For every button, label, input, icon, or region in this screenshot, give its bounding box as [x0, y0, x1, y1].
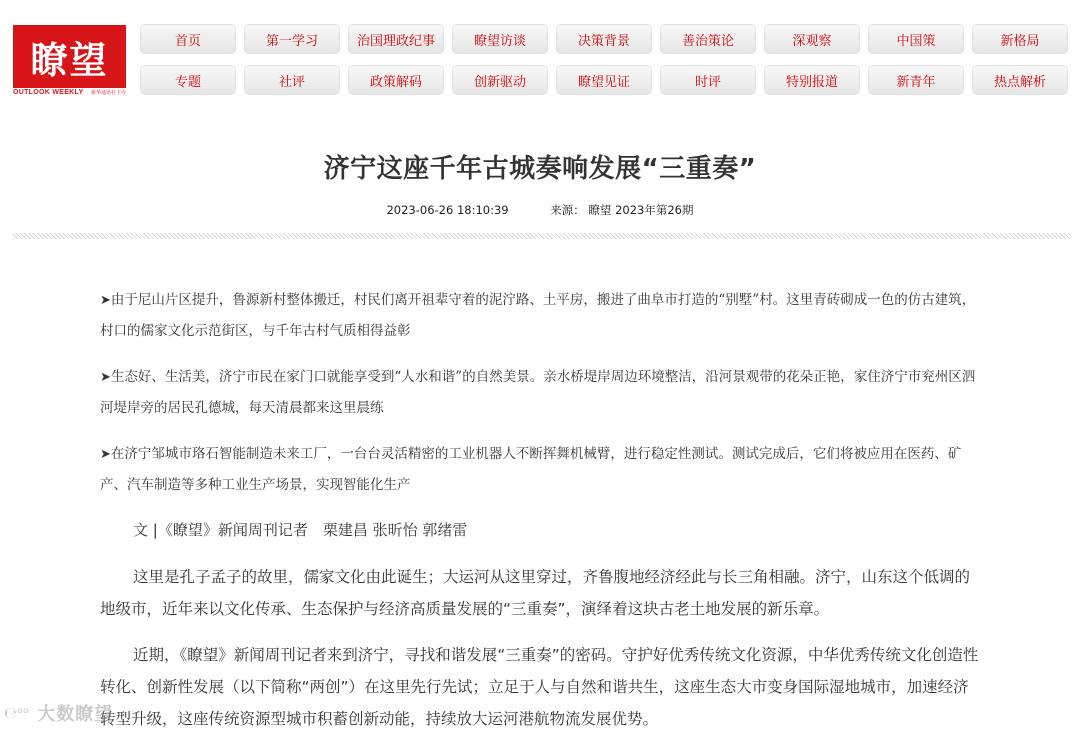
nav-home[interactable]: 首页 — [140, 24, 236, 54]
article-source: 瞭望 2023年第26期 — [588, 203, 694, 217]
logo-mark — [13, 25, 126, 88]
summary-item — [100, 362, 980, 424]
nav-commentary[interactable]: 时评 — [660, 65, 756, 95]
article-meta — [0, 202, 1080, 218]
body-paragraph: 近期，《瞭望》新闻周刊记者来到济宁，寻找和谐发展“三重奏”的密码。守护好优秀传统文化资源，中华优秀传统文化创造性转化、创新性发展（以下简称“两创”）在这里先行先试；立足于人与自然和谐共生，这座生态大市变身国际湿地城市，加速经济转型升级，这座传统资源型城市积蓄创新动能，持续放大运河港航物流发展优势。 — [100, 646, 979, 728]
nav-youth[interactable]: 新青年 — [868, 65, 964, 95]
logo-english: OUTLOOK WEEKLY — [13, 89, 84, 96]
nav-hot-topics[interactable]: 热点解析 — [972, 65, 1068, 95]
watermark-logo-icon: ℮ᵒᵒ — [4, 704, 30, 722]
summary-text: 在济宁邹城市珞石智能制造未来工厂，一台台灵活精密的工业机器人不断挥舞机械臂，进行稳定性测试。测试完成后，它们将被应用在医药、矿产、汽车制造等多种工业生产场景，实现智能化生产 — [100, 446, 962, 493]
nav-decision-background[interactable]: 决策背景 — [556, 24, 652, 54]
arrow-bullet-icon: ➤ — [100, 293, 111, 308]
arrow-bullet-icon: ➤ — [100, 447, 111, 462]
summary-item — [100, 285, 980, 347]
nav-new-pattern[interactable]: 新格局 — [972, 24, 1068, 54]
summary-text: 生态好、生活美，济宁市民在家门口就能享受到“人水和谐”的自然美景。亲水桥堤岸周边环境整洁，沿河景观带的花朵正艳，家住济宁市兖州区泗河堤岸旁的居民孔德城，每天清晨都来这里晨练 — [100, 369, 976, 416]
nav-policy-decoding[interactable]: 政策解码 — [348, 65, 444, 95]
article-byline: 文 |《瞭望》新闻周刊记者 栗建昌 张昕怡 郭绪雷 — [133, 521, 468, 539]
nav-editorials[interactable]: 社评 — [244, 65, 340, 95]
logo-publisher: 新华通讯社主办 — [90, 90, 126, 96]
summary-item — [100, 439, 980, 501]
title-divider — [13, 233, 1071, 239]
main-nav — [140, 24, 1072, 95]
watermark — [4, 700, 113, 726]
article-title: 济宁这座千年古城奏响发展“三重奏” — [323, 154, 757, 184]
nav-topics[interactable]: 专题 — [140, 65, 236, 95]
source-label: 来源： — [550, 203, 585, 217]
body-paragraph: 这里是孔子孟子的故里，儒家文化由此诞生；大运河从这里穿过，齐鲁腹地经济经此与长三角相融。济宁，山东这个低调的地级市，近年来以文化传承、生态保护与经济高质量发展的“三重奏”，演绎着这块古老土地发展的新乐章。 — [100, 568, 971, 618]
nav-first-study[interactable]: 第一学习 — [244, 24, 340, 54]
site-logo[interactable] — [13, 25, 126, 101]
nav-policy-theory[interactable]: 善治策论 — [660, 24, 756, 54]
nav-interview[interactable]: 瞭望访谈 — [452, 24, 548, 54]
nav-governance[interactable]: 治国理政纪事 — [348, 24, 444, 54]
logo-subtitle — [13, 89, 126, 96]
site-header — [0, 0, 1080, 108]
nav-deep-view[interactable]: 深观察 — [764, 24, 860, 54]
nav-china-strategy[interactable]: 中国策 — [868, 24, 964, 54]
watermark-text: 大数瞭望 — [37, 704, 114, 725]
summary-text: 由于尼山片区提升，鲁源新村整体搬迁，村民们离开祖辈守着的泥泞路、土平房，搬进了曲阜市打造的“别墅”村。这里青砖砌成一色的仿古建筑，村口的儒家文化示范街区，与千年古村气质相得益彰 — [100, 292, 976, 339]
nav-innovation[interactable]: 创新驱动 — [452, 65, 548, 95]
nav-witness[interactable]: 瞭望见证 — [556, 65, 652, 95]
nav-special-report[interactable]: 特别报道 — [764, 65, 860, 95]
arrow-bullet-icon: ➤ — [100, 370, 111, 385]
logo-text: 瞭望 — [30, 37, 109, 82]
publish-datetime: 2023-06-26 18:10:39 — [386, 203, 509, 217]
